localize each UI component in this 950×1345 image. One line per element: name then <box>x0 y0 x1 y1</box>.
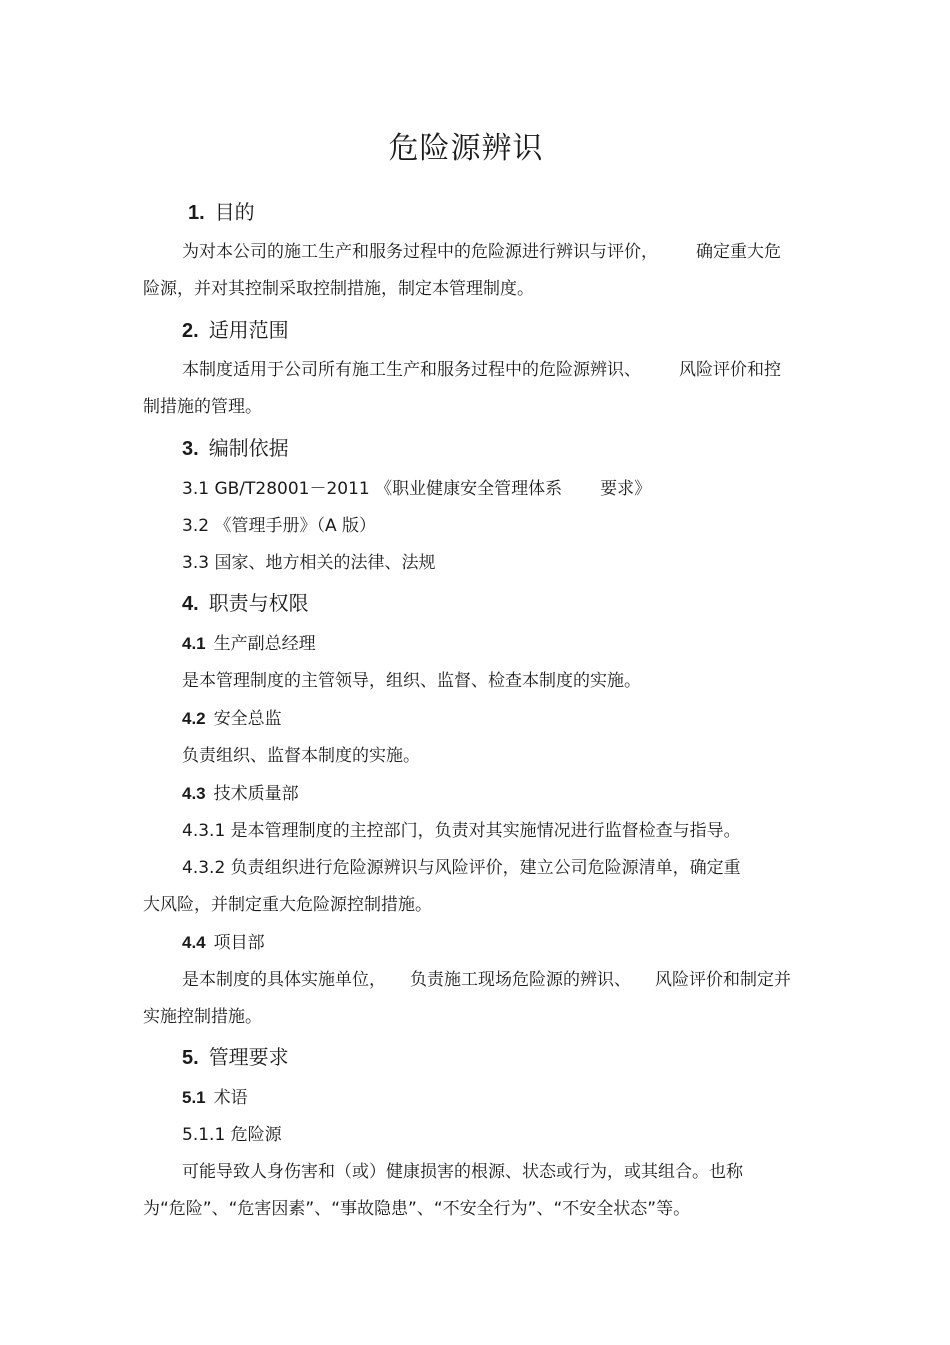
text-segment: 3.1 GB/T28001－2011 《职业健康安全管理体系 <box>182 479 563 499</box>
section-4-heading <box>182 587 309 616</box>
subsection-heading <box>182 779 299 804</box>
reference-item: 3.3 国家、地方相关的法律、法规 <box>182 553 436 573</box>
subsection-number: 4.2 <box>182 709 206 728</box>
paragraph-line: 4.3.2 负责组织进行危险源辨识与风险评价，建立公司危险源清单，确定重 <box>182 858 741 878</box>
subsection-heading <box>182 704 282 729</box>
paragraph-line: 4.3.1 是本管理制度的主控部门，负责对其实施情况进行监督检查与指导。 <box>182 821 741 841</box>
text-segment: 负责施工现场危险源的辨识、 <box>410 970 631 990</box>
section-3-heading <box>182 432 289 461</box>
reference-item: 3.2 《管理手册》（A 版） <box>182 516 376 536</box>
section-number: 4. <box>182 593 199 615</box>
text-segment: 确定重大危 <box>696 242 781 262</box>
section-number: 5. <box>182 1047 199 1069</box>
section-title: 适用范围 <box>208 318 289 342</box>
paragraph-line: 险源，并对其控制采取控制措施，制定本管理制度。 <box>143 279 534 299</box>
paragraph-line: 是本管理制度的主管领导，组织、监督、检查本制度的实施。 <box>182 671 641 691</box>
text-segment: 是本制度的具体实施单位， <box>182 970 386 990</box>
paragraph-line: 可能导致人身伤害和（或）健康损害的根源、状态或行为，或其组合。也称 <box>182 1162 743 1182</box>
paragraph-line: 负责组织、监督本制度的实施。 <box>182 746 420 766</box>
section-title: 目的 <box>214 200 255 224</box>
section-title: 编制依据 <box>208 436 289 460</box>
term-heading: 5.1.1 危险源 <box>182 1125 282 1145</box>
paragraph-line: 制措施的管理。 <box>143 397 262 417</box>
subsection-number: 5.1 <box>182 1088 206 1107</box>
section-number: 3. <box>182 438 199 460</box>
subsection-heading <box>182 928 265 953</box>
subsection-number: 4.4 <box>182 933 206 952</box>
text-segment: 要求》 <box>600 479 652 499</box>
paragraph-line: 实施控制措施。 <box>143 1007 262 1027</box>
section-title: 管理要求 <box>208 1045 289 1069</box>
subsection-title: 技术质量部 <box>213 784 299 804</box>
document-title: 危险源辨识 <box>388 131 544 166</box>
paragraph-line: 为“危险”、“危害因素”、“事故隐患”、“不安全行为”、“不安全状态”等。 <box>143 1199 691 1219</box>
text-segment: 本制度适用于公司所有施工生产和服务过程中的危险源辨识、 <box>182 360 641 380</box>
text-segment: 风险评价和控 <box>679 360 781 380</box>
text-segment: 风险评价和制定并 <box>655 970 791 990</box>
section-number: 2. <box>182 320 199 342</box>
subsection-heading <box>182 629 316 654</box>
section-number: 1. <box>188 202 205 224</box>
section-1-heading <box>188 196 255 225</box>
subsection-number: 4.3 <box>182 784 206 803</box>
subsection-title: 项目部 <box>213 933 265 953</box>
paragraph-line <box>182 965 791 990</box>
section-title: 职责与权限 <box>208 591 309 615</box>
subsection-title: 术语 <box>213 1088 248 1108</box>
subsection-title: 安全总监 <box>213 709 282 729</box>
text-segment: 为对本公司的施工生产和服务过程中的危险源进行辨识与评价， <box>182 242 658 262</box>
subsection-title: 生产副总经理 <box>213 634 316 654</box>
paragraph-line <box>182 355 781 380</box>
section-5-heading <box>182 1041 289 1070</box>
paragraph-line <box>182 237 781 262</box>
paragraph-line: 大风险，并制定重大危险源控制措施。 <box>143 895 432 915</box>
subsection-number: 4.1 <box>182 634 206 653</box>
subsection-heading <box>182 1083 248 1108</box>
section-2-heading <box>182 314 289 343</box>
reference-item <box>182 474 651 499</box>
